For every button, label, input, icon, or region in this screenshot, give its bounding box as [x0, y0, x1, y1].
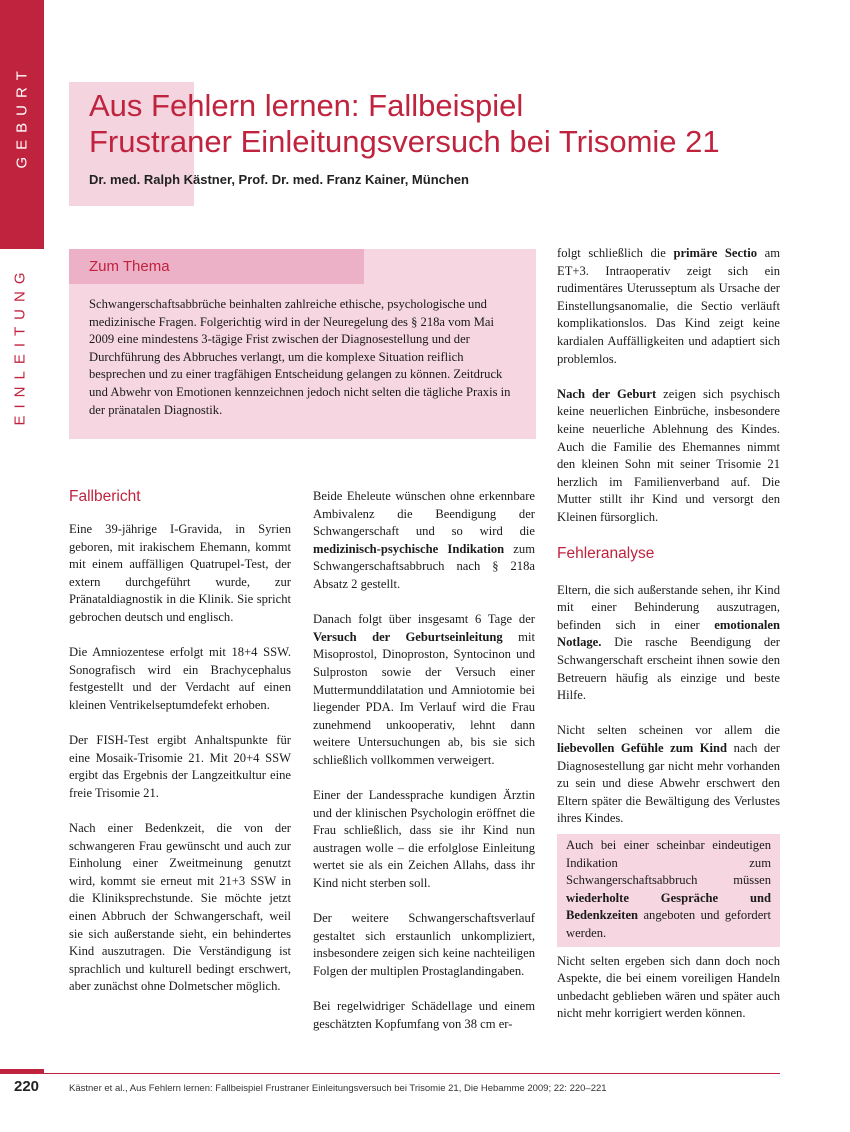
paragraph: Der FISH-Test ergibt Anhaltspunkte für eine Mosaik-Trisomie 21. Mit 20+4 SSW ergibt das Ergebnis der Langzeitkultur eine freie Trisomie 21. — [69, 733, 291, 800]
footer-accent-bar — [0, 1069, 44, 1074]
topic-box-title: Zum Thema — [89, 258, 170, 275]
emphasis: emotionalen Notlage. — [557, 617, 780, 650]
emphasis: wiederholte Gespräche und Bedenkzeiten — [566, 890, 771, 923]
footer-citation: Kästner et al., Aus Fehlern lernen: Fallbeispiel Frustraner Einleitungsversuch bei Trisomie 21, Die Hebamme 2009; 22: 220–221 — [69, 1083, 607, 1094]
section-label-einleitung: EINLEITUNG — [11, 265, 29, 426]
section-label-geburt: GEBURT — [13, 64, 31, 169]
paragraph: Die Amniozentese erfolgt mit 18+4 SSW. Sonografisch wird ein Brachycephalus festgestellt und der Verdacht auf einen kleinen Ventrikelseptumdefekt erhoben. — [69, 645, 291, 712]
page-number: 220 — [14, 1078, 40, 1095]
paragraph: Der weitere Schwangerschaftsverlauf gestaltet sich erstaunlich unkompliziert, insbesondere zeigen sich keine nachteiligen Folgen der multiplen Prostaglandingaben. — [313, 911, 535, 979]
article-title — [89, 88, 720, 160]
paragraph: Nicht selten scheinen vor allem die liebevollen Gefühle zum Kind nach der Diagnosestellung gar nicht mehr vorhanden zu sein und diese Abwehr erschwert den Eltern später die Bewältigung des Verlustes ihres Kindes. — [557, 723, 780, 826]
topic-box-text: Schwangerschaftsabbrüche beinhalten zahlreiche ethische, psychologische und medizinische Fragen. Folgerichtig wird in der Neuregelung des § 218a vom Mai 2009 eine mindestens 3-tägige Frist zwischen der Diagnosestellung und der Durchführung des Abbruches verlangt, um die komplexe Situation reiflich besprechen und zu einer tragfähigen Entscheidung gelangen zu können. Zeitdruck und Abwehr von Emotionen kennzeichnen jedoch nicht selten die tägliche Praxis in der pränatalen Diagnostik. — [89, 297, 511, 417]
paragraph: Eltern, die sich außerstande sehen, ihr Kind mit einer Behinderung auszutragen, befinden sich in einer emotionalen Notlage. Die rasche Beendigung der Schwangerschaft erscheint ihnen sowie den Betreuern häufig als einzige und beste Hilfe. — [557, 582, 780, 703]
emphasis: Versuch der Geburtseinleitung — [313, 629, 503, 644]
column-2 — [313, 488, 535, 1051]
column-3 — [557, 245, 780, 1041]
paragraph: Beide Eheleute wünschen ohne erkennbare Ambivalenz die Beendigung der Schwangerschaft und so wird die medizinisch-psychische Indikation zum Schwangerschaftsabbruch nach § 218a Absatz 2 gestellt. — [313, 489, 535, 591]
highlight-box: Auch bei einer scheinbar eindeutigen Indikation zum Schwangerschaftsabbruch müssen wiederholte Gespräche und Bedenkzeiten angeboten und gefordert werden. — [557, 834, 780, 947]
title-line-1: Aus Fehlern lernen: Fallbeispiel — [89, 88, 524, 123]
heading-fehleranalyse: Fehleranalyse — [557, 545, 655, 563]
emphasis: Nach der Geburt — [557, 386, 657, 401]
title-line-2: Frustraner Einleitungsversuch bei Trisomie 21 — [89, 124, 720, 159]
paragraph: Bei regelwidriger Schädellage und einem geschätzten Kopfumfang von 38 cm er- — [313, 999, 535, 1031]
emphasis: medizinisch-psychische Indikation — [313, 541, 505, 556]
paragraph: Nach der Geburt zeigen sich psychisch keine neuerlichen Einbrüche, insbesondere keine neuerliche Ablehnung des Kindes. Auch die Familie des Ehemannes nimmt den kleinen Sohn mit seiner Trisomie 21 herzlich im Familienverband auf. Die Mutter stillt ihr Kind und versorgt den Kleinen fürsorglich. — [557, 386, 780, 524]
column-1 — [69, 487, 291, 1014]
heading-fallbericht: Fallbericht — [69, 488, 141, 505]
paragraph: Nach einer Bedenkzeit, die von der schwangeren Frau gewünscht und auch zur Einholung einer Zweitmeinung genutzt wird, kommt sie erneut mit 21+3 SSW in die Kliniksprechstunde. Sie möchte jetzt einen Abbruch der Schwangerschaft, weil sie sich außerstande sieht, ein behindertes Kind auszutragen. Die Verständigung ist sprachlich und kulturell bedingt erschwert, aber zunächst ohne Dolmetscher möglich. — [69, 821, 291, 994]
footer-rule — [44, 1073, 780, 1074]
emphasis: primäre Sectio — [673, 246, 758, 260]
emphasis: liebevollen Gefühle zum Kind — [557, 741, 728, 756]
article-authors: Dr. med. Ralph Kästner, Prof. Dr. med. Franz Kainer, München — [89, 172, 469, 187]
paragraph: Nicht selten ergeben sich dann doch noch Aspekte, die bei einem voreiligen Handeln unbedacht geblieben wären und später auch nicht mehr korrigiert werden können. — [557, 953, 780, 1021]
paragraph: Eine 39-jährige I-Gravida, in Syrien geboren, mit irakischem Ehemann, kommt mit einem auffälligen Quatrupel-Test, der extern durchgeführt wurde, zur Pränataldiagnostik in die Klinik. Sie spricht gebrochen deutsch und englisch. — [69, 522, 291, 624]
paragraph: Danach folgt über insgesamt 6 Tage der Versuch der Geburtseinleitung mit Misoprostol, Dinoproston, Syntocinon und Sulproston sowie der Versuch einer Muttermunddilatation und Amniotomie bei liegender PDA. Im Verlauf wird die Frau zunehmend unkooperativ, lehnt dann weitere Untersuchungen ab, bis sie sich schließlich vollkommen verweigert. — [313, 612, 535, 767]
paragraph: Einer der Landessprache kundigen Ärztin und der klinischen Psychologin eröffnet die Frau schließlich, dass sie ihr Kind nun austragen wolle – die erfolglose Einleitung wertet sie als ein Zeichen Allahs, dass ihr Kind nicht sterben soll. — [313, 788, 535, 891]
paragraph: folgt schließlich die primäre Sectio am ET+3. Intraoperativ zeigt sich ein rudimentäres Uterusseptum als Ursache der Einstellungsanomalie, die Sectio verläuft komplikationslos. Das Kind zeigt keine kardialen Auffälligkeiten und adaptiert sich problemlos. — [557, 246, 780, 366]
